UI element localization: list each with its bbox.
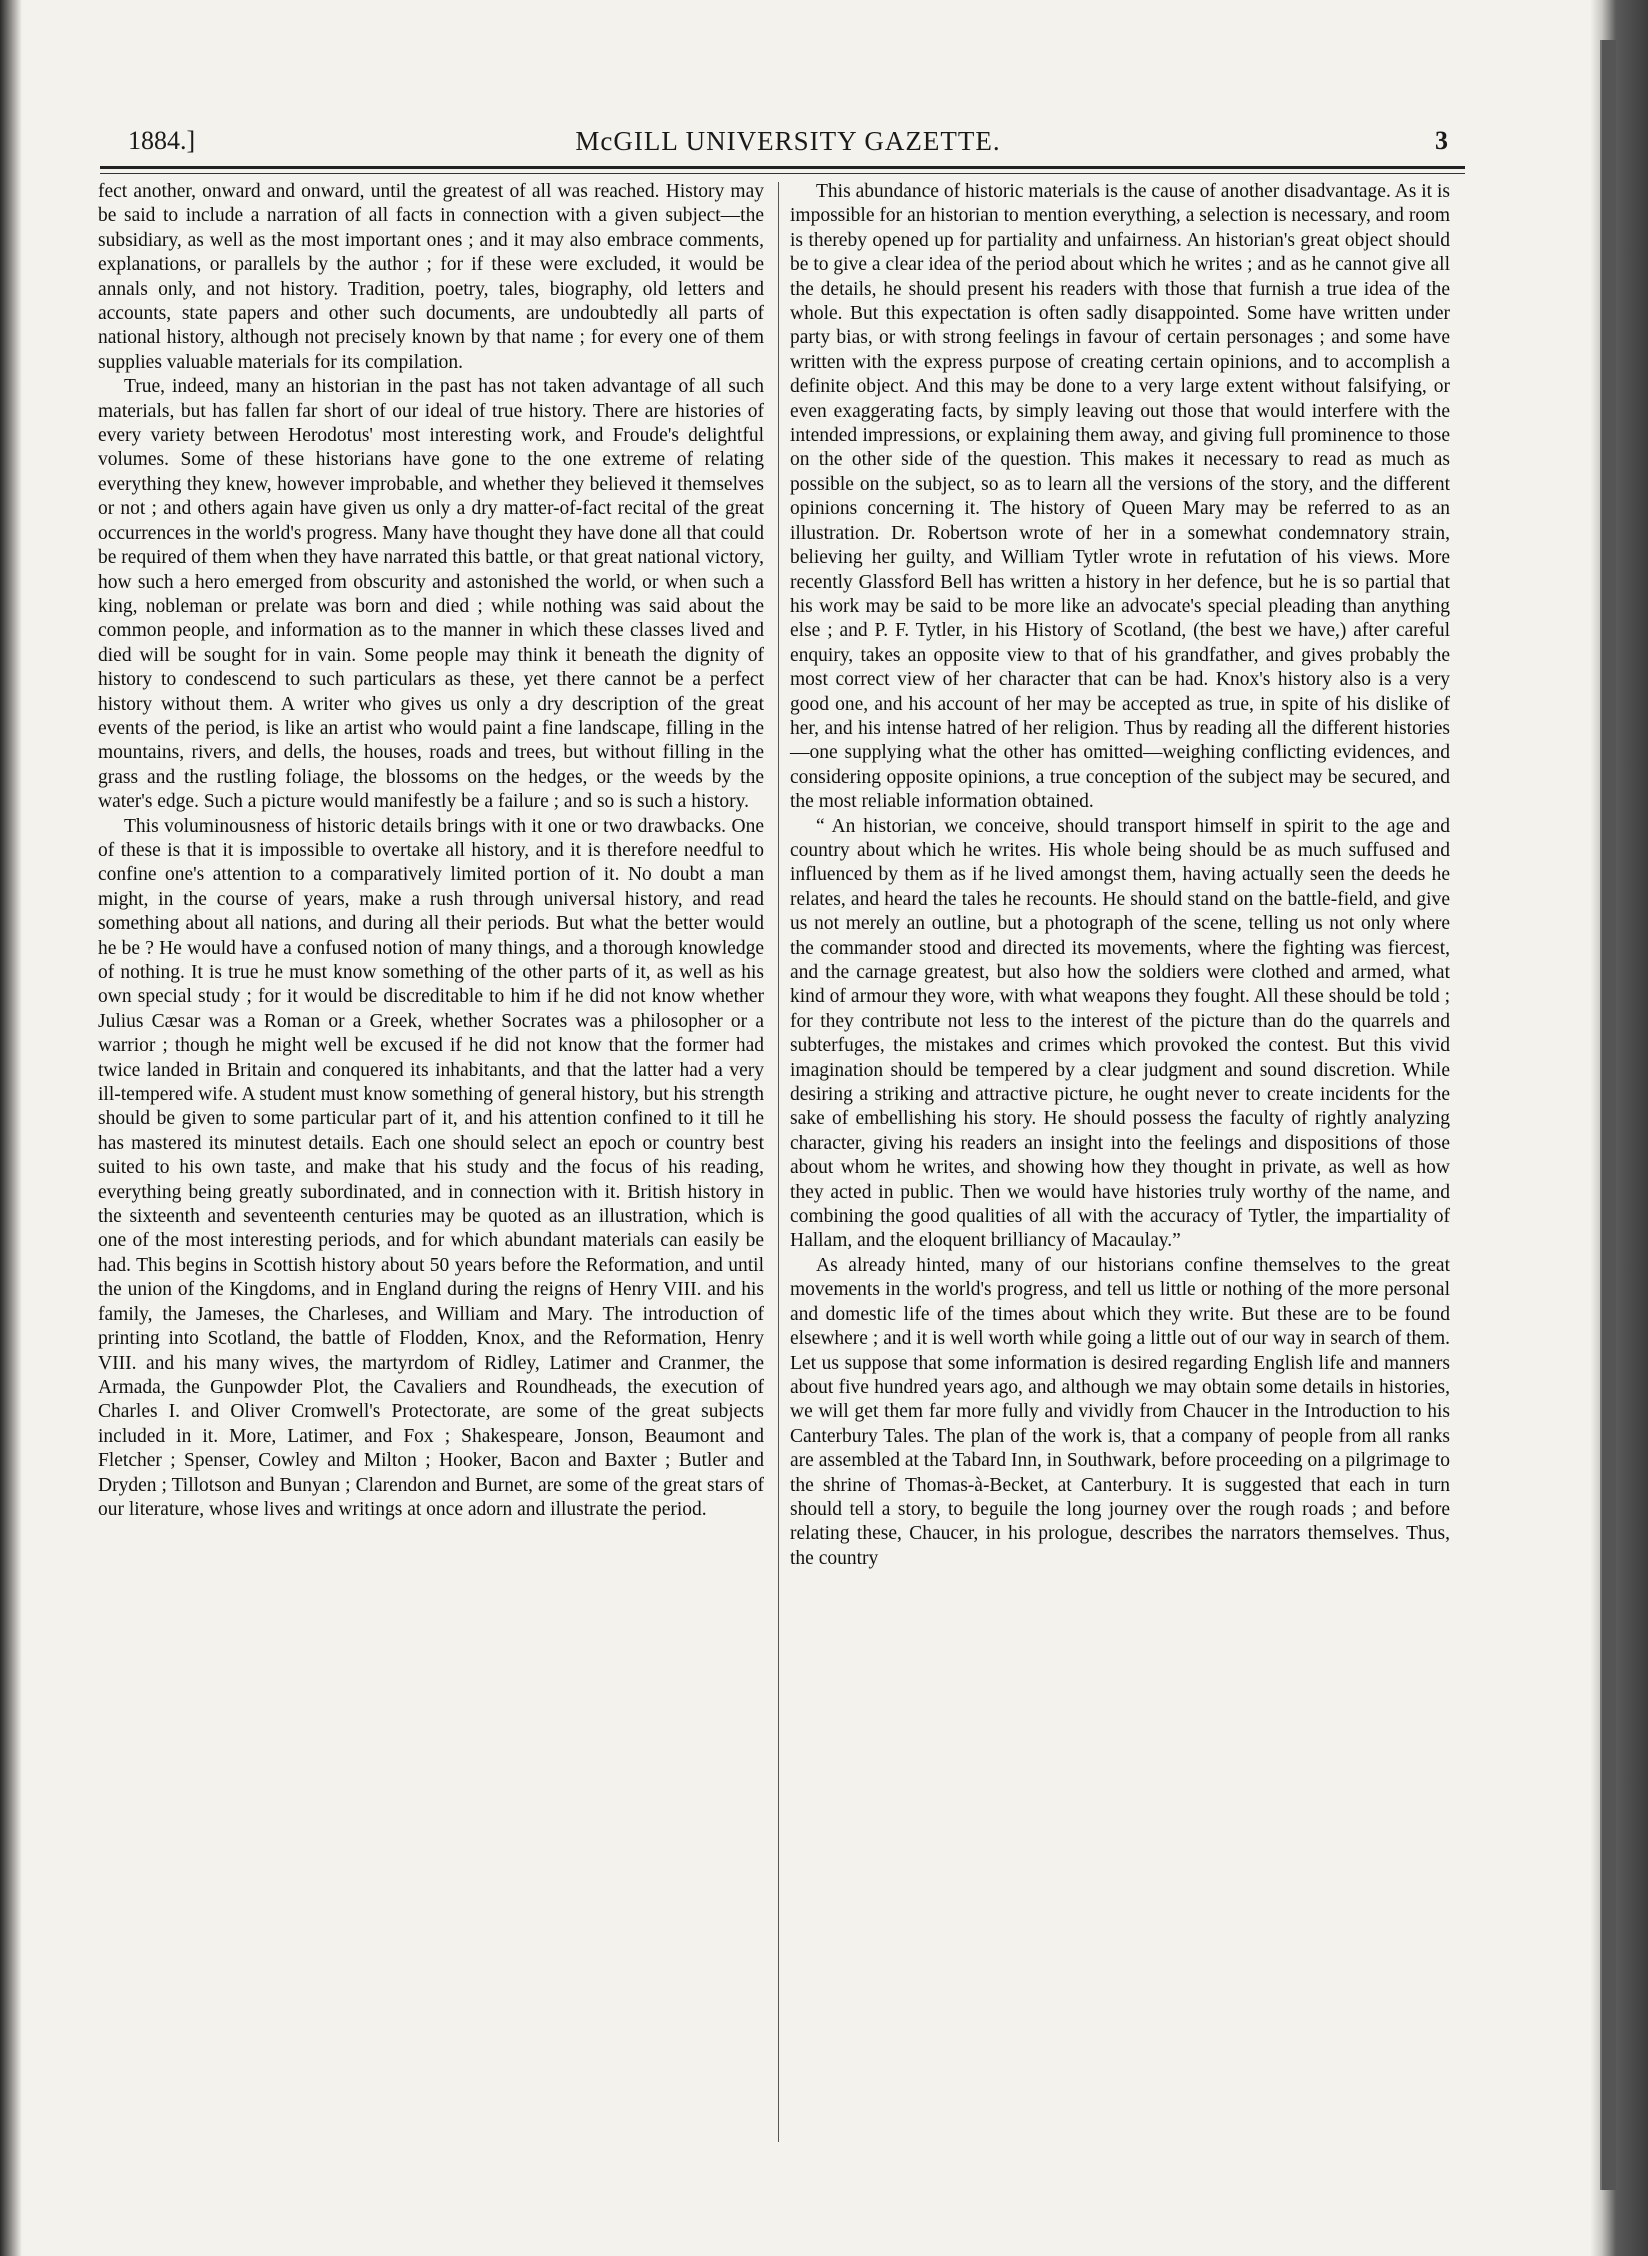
right-column — [790, 180, 1450, 1571]
scan-right-edge — [1590, 0, 1648, 2256]
header-rule-thin — [100, 173, 1465, 174]
running-header — [128, 120, 1448, 160]
left-paragraph-2: True, indeed, many an historian in the past has not taken advantage of all such materials, but has fallen far short of our ideal of true history. There are histories of every variety between Herodotus' most interesting work, and Froude's delightful volumes. Some of these historians have gone to the one extreme of relating everything they knew, however improbable, and whether they believed it themselves or not ; and others again have given us only a dry matter-of-fact recital of the great occurrences in the world's progress. Many have thought they have done all that could be required of them when they have narrated this battle, or that great national victory, how such a hero emerged from obscurity and astonished the world, or when such a king, nobleman or prelate was born and died ; while nothing was said about the common people, and information as to the manner in which these classes lived and died will be sought for in vain. Some people may think it beneath the dignity of history to condescend to such particulars as these, yet there cannot be a perfect history without them. A writer who gives us only a dry description of the great events of the period, is like an artist who would paint a fine landscape, filling in the mountains, rivers, and dells, the houses, roads and trees, but without filling in the grass and the rustling foliage, the blossoms on the hedges, or the weeds by the water's edge. Such a picture would manifestly be a failure ; and so is such a history. — [98, 376, 764, 813]
book-spine — [1600, 40, 1616, 2190]
scan-left-edge — [0, 0, 22, 2256]
right-paragraph-1: This abundance of historic materials is the cause of another disadvantage. As it is impossible for an historian to mention everything, a selection is necessary, and room is thereby opened up for partiality and unfairness. An historian's great object should be to give a clear idea of the period about which he writes ; and as he cannot give all the details, he should present his readers with those that furnish a true idea of the whole. But this expectation is often sadly disappointed. Some have written under party bias, or with strong feelings in favour of certain personages ; and some have written with the express purpose of creating certain opinions, and to accomplish a definite object. And this may be done to a very large extent without falsifying, or even exaggerating facts, by simply leaving out those that would interfere with the intended impressions, or explaining them away, and giving full prominence to those on the other side of the question. This makes it necessary to read as much as possible on the subject, so as to learn all the versions of the story, and the different opinions concerning it. The history of Queen Mary may be referred to as an illustration. Dr. Robertson wrote of her in a somewhat condemnatory strain, believing her guilty, and William Tytler wrote in refutation of his views. More recently Glassford Bell has written a history in her defence, but he is so partial that his work may be said to be more like an advocate's special pleading than anything else ; and P. F. Tytler, in his History of Scotland, (the best we have,) after careful enquiry, takes an opposite view to that of his grandfather, and gives probably the most correct view of her character that can be had. Knox's history also is a very good one, and his account of her may be accepted as true, in spite of his dislike of her, and his intense hatred of her religion. Thus by reading all the different histories—one supplying what the other has omitted—weighing conflicting evidences, and considering opposite opinions, a true conception of the subject may be secured, and the most reliable information obtained. — [790, 181, 1450, 813]
right-paragraph-2: “ An historian, we conceive, should transport himself in spirit to the age and country about which he writes. His whole being should be as much suffused and influenced by them as if he lived amongst them, having actually seen the deeds he relates, and heard the tales he recounts. He should stand on the battle-field, and give us not merely an outline, but a photograph of the scene, telling us not only where the commander stood and directed its movements, where the fighting was fiercest, and the carnage greatest, but also how the soldiers were clothed and armed, what kind of armour they wore, with what weapons they fought. All these should be told ; for they contribute not less to the interest of the picture than do the quarrels and subterfuges, the mistakes and crimes which provoked the contest. But this vivid imagination should be tempered by a clear judgment and sound discretion. While desiring a striking and attractive picture, he ought never to create incidents for the sake of embellishing his story. He should possess the faculty of rightly analyzing character, giving his readers an insight into the feelings and dispositions of those about whom he writes, and showing how they thought in private, as well as how they acted in public. Then we would have histories truly worthy of the name, and combining the good qualities of all with the accuracy of Tytler, the impartiality of Hallam, and the eloquent brilliancy of Macaulay.” — [790, 815, 1450, 1252]
column-divider — [778, 182, 779, 2142]
left-paragraph-1: fect another, onward and onward, until the greatest of all was reached. History may be said to include a narration of all facts in connection with a given subject—the subsidiary, as well as the most important ones ; and it may also embrace comments, explanations, or parallels by the author ; for if these were excluded, it would be annals only, and not history. Tradition, poetry, tales, biography, old letters and accounts, state papers and other such documents, are undoubtedly all parts of national history, although not precisely known by that name ; for every one of them supplies valuable materials for its compilation. — [98, 181, 764, 373]
header-year: 1884.] — [128, 126, 196, 155]
right-paragraph-3: As already hinted, many of our historians confine themselves to the great movements in the world's progress, and tell us little or nothing of the more personal and domestic life of the times about which they write. But these are to be found elsewhere ; and it is well worth while going a little out of our way in search of them. Let us suppose that some information is desired regarding English life and manners about five hundred years ago, and although we may obtain some details in histories, we will get them far more fully and vividly from Chaucer in the Introduction to his Canterbury Tales. The plan of the work is, that a company of people from all ranks are assembled at the Tabard Inn, in Southwark, before proceeding on a pilgrimage to the shrine of Thomas-à-Becket, at Canterbury. It is suggested that each in turn should tell a story, to beguile the long journey over the rough roads ; and before relating these, Chaucer, in his prologue, describes the narrators themselves. Thus, the country — [790, 1254, 1450, 1569]
page-number: 3 — [1435, 126, 1448, 155]
header-title: McGILL UNIVERSITY GAZETTE. — [575, 126, 1001, 156]
left-column — [98, 180, 764, 1522]
left-paragraph-3: This voluminousness of historic details brings with it one or two drawbacks. One of these is that it is impossible to overtake all history, and it is therefore needful to confine one's attention to a comparatively limited portion of it. No doubt a man might, in the course of years, make a rush through universal history, and read something about all nations, and during all their periods. But what the better would he be ? He would have a confused notion of many things, and a thorough knowledge of nothing. It is true he must know something of the other parts of it, as well as his own special study ; for it would be discreditable to him if he did not know whether Julius Cæsar was a Roman or a Greek, whether Socrates was a philosopher or a warrior ; though he might well be excused if he did not know that the former had twice landed in Britain and conquered its inhabitants, and that the latter had a very ill-tempered wife. A student must know something of general history, but his strength should be given to some particular part of it, and his attention confined to it till he has mastered its minutest details. Each one should select an epoch or country best suited to his own taste, and make that his study and the focus of his reading, everything being greatly subordinated, and in connection with it. British history in the sixteenth and seventeenth centuries may be quoted as an illustration, which is one of the most interesting periods, and for which abundant materials can easily be had. This begins in Scottish history about 50 years before the Reformation, and until the union of the Kingdoms, and in England during the reigns of Henry VIII. and his family, the Jameses, the Charleses, and William and Mary. The introduction of printing into Scotland, the battle of Flodden, Knox, and the Reformation, Henry VIII. and his many wives, the martyrdom of Ridley, Latimer and Cranmer, the Armada, the Gunpowder Plot, the Cavaliers and Roundheads, the execution of Charles I. and Oliver Cromwell's Protectorate, are some of the great subjects included in it. More, Latimer, and Fox ; Shakespeare, Jonson, Beaumont and Fletcher ; Spenser, Cowley and Milton ; Hooker, Bacon and Baxter ; Butler and Dryden ; Tillotson and Bunyan ; Clarendon and Burnet, are some of the great stars of our literature, whose lives and writings at once adorn and illustrate the period. — [98, 815, 764, 1520]
header-rule-thick — [100, 166, 1465, 169]
